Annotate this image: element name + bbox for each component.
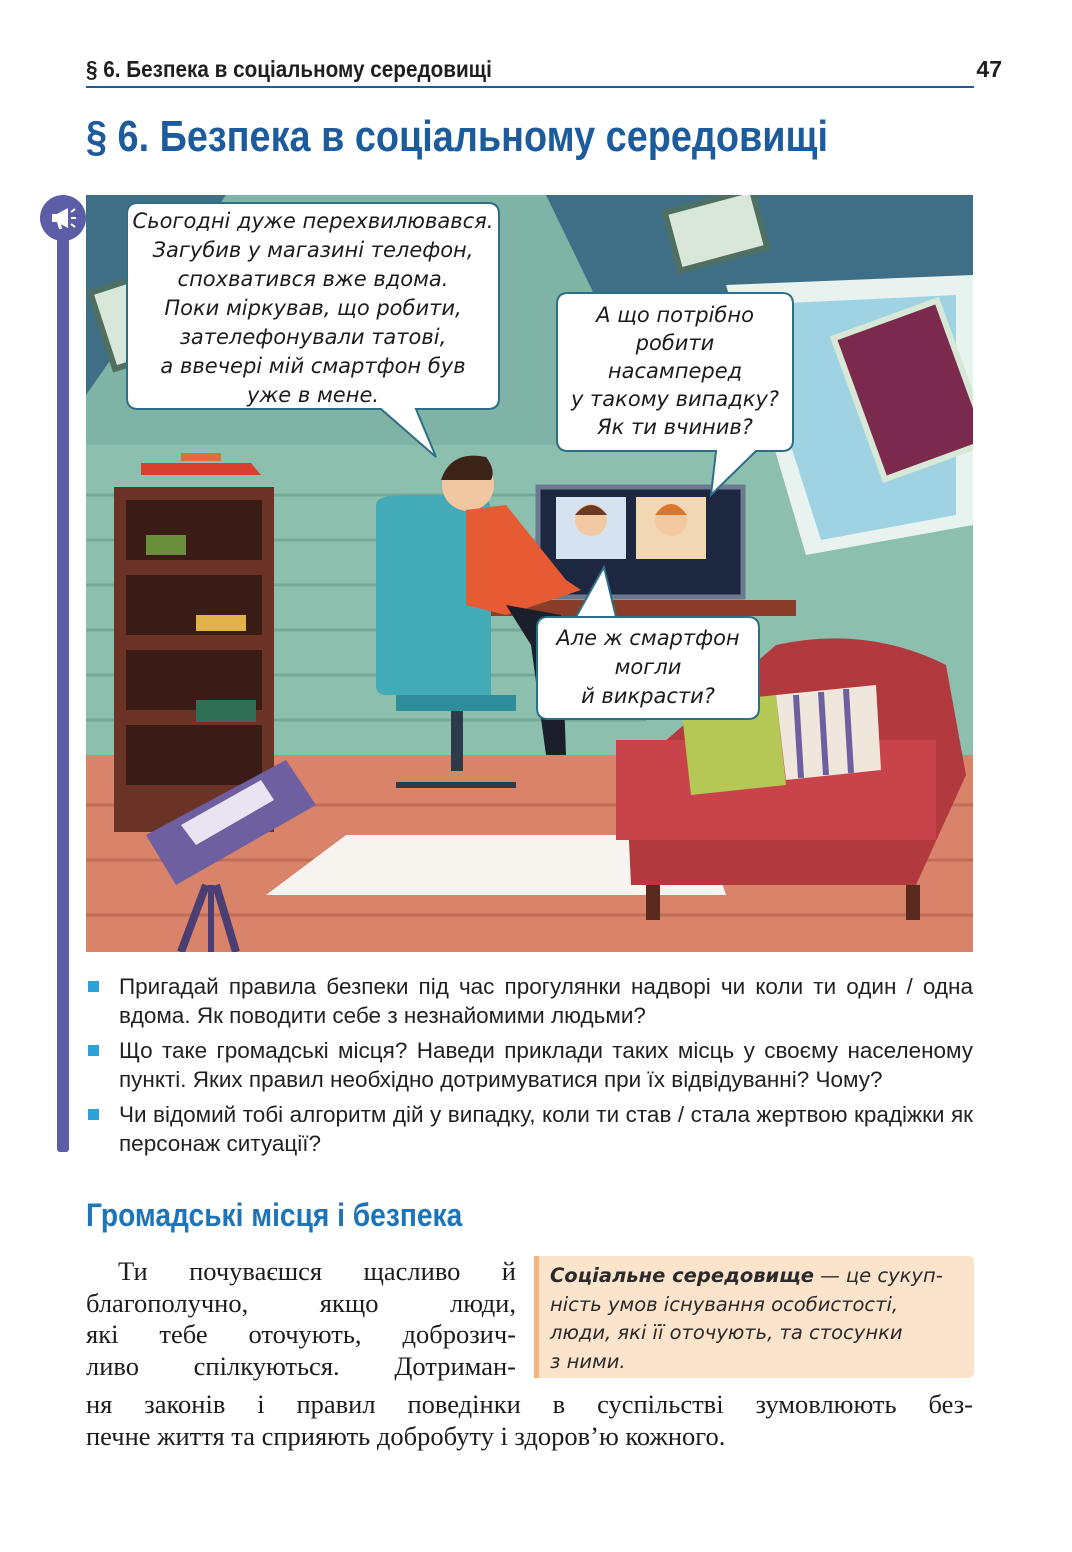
speech-bubble-friend-2: Але ж смартфон могли й викрасти? [556, 626, 740, 708]
square-bullet-icon [88, 981, 99, 992]
body-line: печне життя та сприяють добробуту і здоров’ю кожного. [86, 1420, 726, 1451]
definition-box [534, 1256, 974, 1378]
list-item [86, 972, 973, 1030]
definition-text: — це сукуп- [814, 1264, 943, 1287]
subsection-title: Громадські місця і безпека [86, 1197, 463, 1233]
attic-room-illustration [86, 195, 973, 952]
body-paragraph-start [86, 1256, 516, 1382]
megaphone-icon [40, 195, 86, 241]
speech-bubble-friend-1: А що потрібно робити насамперед у такому випадку? Як ти вчинив? [570, 303, 780, 439]
question-text: Чи відомий тобі алгоритм дій у випадку, коли ти став / стала жертвою крадіжки як персонаж ситуації? [119, 1102, 973, 1156]
speech-bubble-boy: Сьогодні дуже перехвилювався. Загубив у магазині телефон, спохватився вже вдома. Поки міркував, що робити, зателефонували татові, а ввечері мій смартфон був уже в мене. [132, 209, 494, 407]
body-line: ня законів і правил поведінки в суспільстві зумовлюють без- [86, 1389, 973, 1419]
list-item [86, 1100, 973, 1158]
body-paragraph-end [86, 1389, 973, 1452]
definition-term: Соціальне середовище [550, 1264, 815, 1287]
definition-line: люди, які її оточують, та стосунки [550, 1321, 903, 1344]
page-number: 47 [976, 56, 1002, 82]
body-line: благополучно, якщо люди, [86, 1287, 516, 1318]
running-header [86, 56, 1002, 88]
definition-line: з ними. [550, 1349, 626, 1373]
side-accent-bar [57, 230, 69, 1152]
question-list [86, 972, 973, 1164]
question-text: Пригадай правила безпеки під час прогулянки надворі чи коли ти один / одна вдома. Як поводити себе з незнайомими людьми? [119, 974, 973, 1028]
section-title: § 6. Безпека в соціальному середовищі [86, 112, 829, 161]
square-bullet-icon [88, 1045, 99, 1056]
question-text: Що таке громадські місця? Наведи приклади таких місць у своєму населеному пункті. Яких правил необхідно дотримуватися при їх відвідуванні? Чому? [119, 1038, 973, 1092]
body-line: ливо спілкуються. Дотриман- [86, 1350, 516, 1381]
body-line: Ти почуваєшся щасливо й [118, 1256, 516, 1286]
running-title: § 6. Безпека в соціальному середовищі [86, 56, 492, 82]
body-line: які тебе оточують, доброзич- [86, 1319, 516, 1349]
list-item [86, 1036, 973, 1094]
definition-line: ність умов існування особистості, [550, 1292, 899, 1316]
square-bullet-icon [88, 1109, 99, 1120]
definition-line [550, 1262, 966, 1291]
